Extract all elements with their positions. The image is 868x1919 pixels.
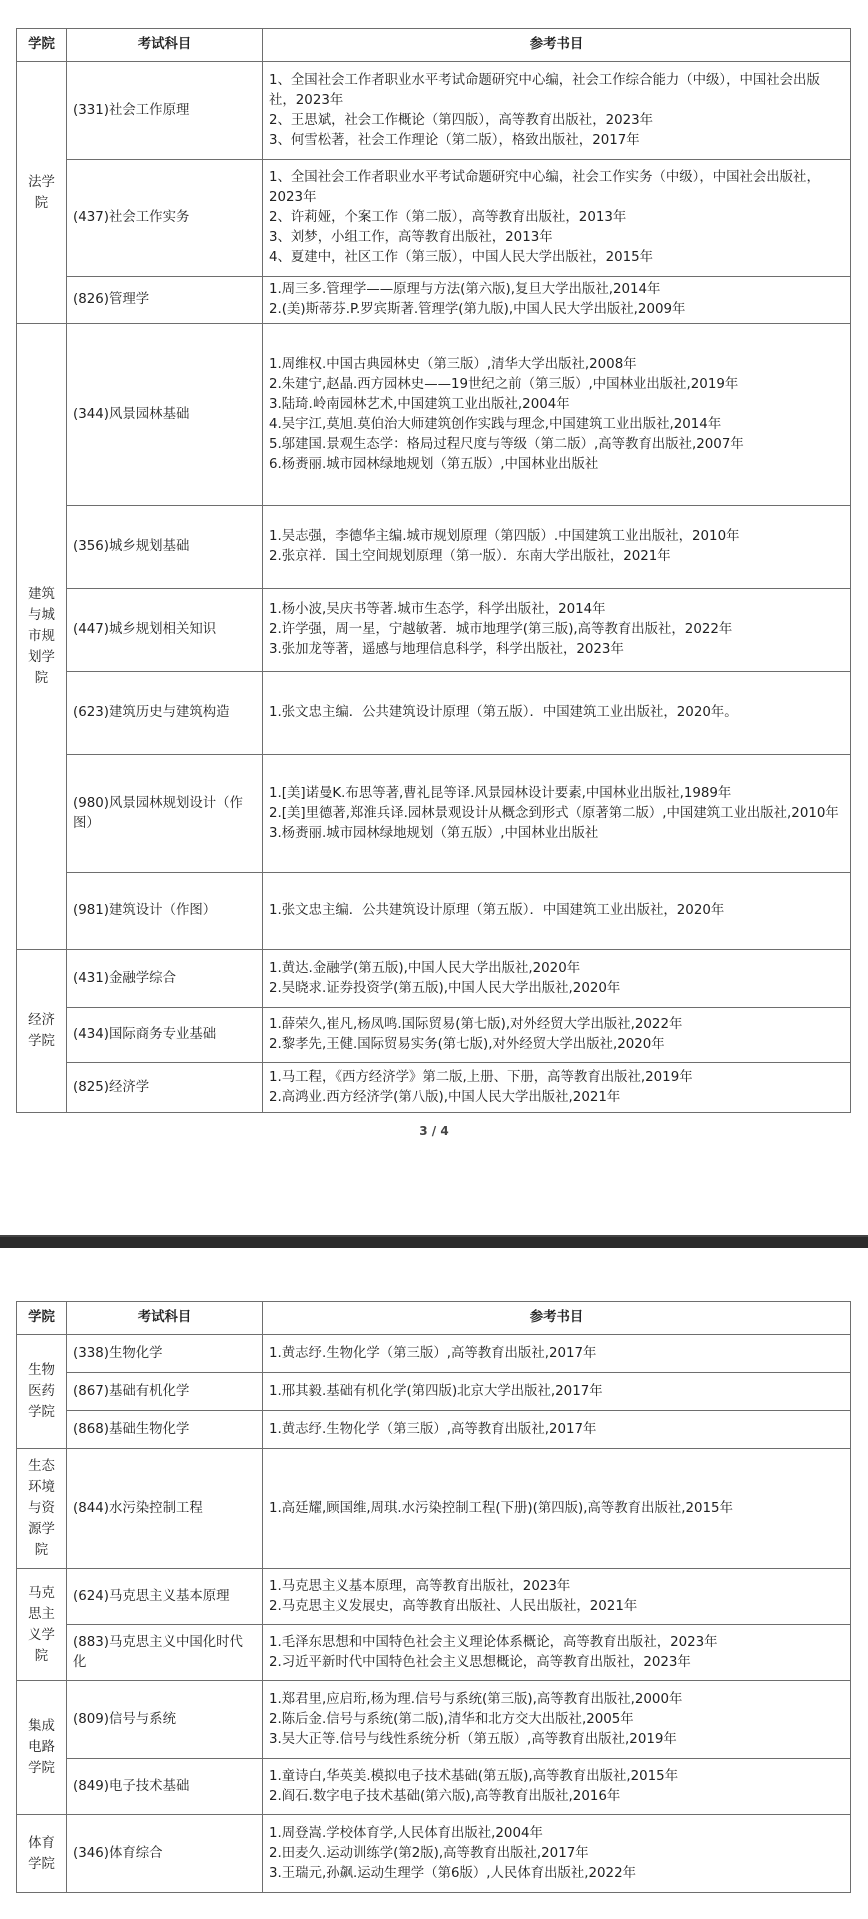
college-name: 集成电路学院 [28,1719,55,1776]
college-cell [17,950,67,1113]
book-entry: 2.陈后金.信号与系统(第二版),清华和北方交大出版社,2005年 [269,1711,634,1727]
books-cell [263,1063,851,1113]
book-entry: 1.童诗白,华英美.模拟电子技术基础(第五版),高等教育出版社,2015年 [269,1768,679,1784]
book-entry: 1.黄达.金融学(第五版),中国人民大学出版社,2020年 [269,960,581,976]
table-row [17,1411,851,1449]
subject-cell: (447)城乡规划相关知识 [67,589,263,672]
books-cell [263,1759,851,1815]
college-cell [17,1815,67,1893]
table-row [17,873,851,950]
table-row [17,160,851,277]
subject-cell: (826)管理学 [67,277,263,324]
college-name: 法学院 [28,174,55,211]
subject-cell: (431)金融学综合 [67,950,263,1008]
college-cell [17,1569,67,1681]
book-entry: 2.吴晓求.证券投资学(第五版),中国人民大学出版社,2020年 [269,980,621,996]
books-cell [263,324,851,506]
book-entry: 2、王思斌，社会工作概论（第四版），高等教育出版社，2023年 [269,112,654,128]
table-row [17,1759,851,1815]
books-cell [263,1335,851,1373]
reference-table-page-4 [16,1301,851,1893]
book-entry: 2.(美)斯蒂芬.P.罗宾斯著.管理学(第九版),中国人民大学出版社,2009年 [269,302,686,317]
book-entry: 2.黎孝先,王健.国际贸易实务(第七版),对外经贸大学出版社,2020年 [269,1037,665,1052]
book-entry: 1.吴志强，李德华主编.城市规划原理（第四版）.中国建筑工业出版社，2010年 [269,529,740,544]
subject-cell: (867)基础有机化学 [67,1373,263,1411]
book-entry: 3、何雪松著，社会工作理论（第二版），格致出版社，2017年 [269,132,640,148]
book-entry: 1.周三多.管理学——原理与方法(第六版),复旦大学出版社,2014年 [269,282,661,297]
book-entry: 1.邢其毅.基础有机化学(第四版)北京大学出版社,2017年 [269,1383,603,1399]
book-entry: 1.黄志纾.生物化学（第三版）,高等教育出版社,2017年 [269,1345,597,1361]
books-cell [263,160,851,277]
books-cell [263,672,851,755]
books-cell [263,277,851,324]
book-entry: 6.杨赉丽.城市园林绿地规划（第五版）,中国林业出版社 [269,456,599,472]
header-books: 参考书目 [263,29,851,62]
table-row [17,950,851,1008]
book-entry: 1.杨小波,吴庆书等著.城市生态学，科学出版社，2014年 [269,602,606,617]
books-cell [263,1411,851,1449]
table-row [17,1625,851,1681]
table-row [17,506,851,589]
subject-cell: (825)经济学 [67,1063,263,1113]
college-name: 生物医药学院 [28,1363,55,1420]
book-entry: 2.许学强，周一星，宁越敏著．城市地理学(第三版),高等教育出版社，2022年 [269,622,733,637]
book-entry: 5.邬建国.景观生态学：格局过程尺度与等级（第二版）,高等教育出版社,2007年 [269,436,744,452]
header-subject: 考试科目 [67,29,263,62]
book-entry: 1.高廷耀,顾国维,周琪.水污染控制工程(下册)(第四版),高等教育出版社,2015年 [269,1500,733,1516]
books-cell [263,755,851,873]
book-entry: 3、刘梦，小组工作，高等教育出版社，2013年 [269,230,553,245]
books-cell [263,1569,851,1625]
subject-cell: (980)风景园林规划设计（作图） [67,755,263,873]
books-cell [263,950,851,1008]
subject-cell: (623)建筑历史与建筑构造 [67,672,263,755]
subject-cell: (868)基础生物化学 [67,1411,263,1449]
books-cell [263,62,851,160]
book-entry: 1.马工程，《西方经济学》第二版,上册、下册，高等教育出版社,2019年 [269,1069,693,1085]
book-entry: 2.习近平新时代中国特色社会主义思想概论，高等教育出版社，2023年 [269,1654,691,1670]
table-row [17,1373,851,1411]
book-entry: 4.吴宇江,莫旭.莫伯治大师建筑创作实践与理念,中国建筑工业出版社,2014年 [269,416,722,432]
page-number: 3 / 4 [419,1124,449,1138]
subject-cell: (809)信号与系统 [67,1681,263,1759]
college-cell [17,324,67,950]
subject-cell: (437)社会工作实务 [67,160,263,277]
header-subject: 考试科目 [67,1302,263,1335]
table-header-row [17,29,851,62]
book-entry: 2.朱建宁,赵晶.西方园林史——19世纪之前（第三版）,中国林业出版社,2019年 [269,376,739,392]
table-row [17,1335,851,1373]
table-row [17,1449,851,1569]
subject-cell: (434)国际商务专业基础 [67,1008,263,1063]
book-entry: 3.张加龙等著，遥感与地理信息科学，科学出版社，2023年 [269,642,624,657]
books-cell [263,506,851,589]
subject-cell: (981)建筑设计（作图） [67,873,263,950]
table-row [17,672,851,755]
books-cell [263,1681,851,1759]
college-name: 生态环境与资源学院 [28,1459,55,1558]
reference-table-page-3 [16,28,851,1113]
book-entry: 2.张京祥．国土空间规划原理（第一版）．东南大学出版社，2021年 [269,549,671,564]
table-row [17,1008,851,1063]
subject-cell: (624)马克思主义基本原理 [67,1569,263,1625]
subject-cell: (344)风景园林基础 [67,324,263,506]
subject-cell: (356)城乡规划基础 [67,506,263,589]
book-entry: 2.[美]里德著,郑淮兵译.园林景观设计从概念到形式（原著第二版）,中国建筑工业出版社,2010年 [269,805,839,821]
book-entry: 1.张文忠主编．公共建筑设计原理（第五版）．中国建筑工业出版社，2020年。 [269,705,738,720]
table-row [17,1063,851,1113]
book-entry: 1.周登嵩.学校体育学,人民体育出版社,2004年 [269,1825,543,1841]
book-entry: 2.高鸿业.西方经济学(第八版),中国人民大学出版社,2021年 [269,1089,621,1105]
header-books: 参考书目 [263,1302,851,1335]
book-entry: 1、全国社会工作者职业水平考试命题研究中心编，社会工作实务（中级），中国社会出版社，2023年 [269,170,820,205]
page-separator [0,1235,868,1248]
book-entry: 1.周维权.中国古典园林史（第三版）,清华大学出版社,2008年 [269,356,637,372]
book-entry: 2、许莉娅，个案工作（第二版），高等教育出版社，2013年 [269,210,627,225]
book-entry: 3.杨赉丽.城市园林绿地规划（第五版）,中国林业出版社 [269,825,599,841]
table-row [17,62,851,160]
books-cell [263,589,851,672]
book-entry: 1.[美]诺曼K.布思等著,曹礼昆等译.风景园林设计要素,中国林业出版社,1989年 [269,785,732,801]
subject-cell: (338)生物化学 [67,1335,263,1373]
book-entry: 2.田麦久.运动训练学(第2版),高等教育出版社,2017年 [269,1845,589,1861]
books-cell [263,1449,851,1569]
book-entry: 1.毛泽东思想和中国特色社会主义理论体系概论，高等教育出版社，2023年 [269,1634,718,1650]
book-entry: 1.薛荣久,崔凡,杨凤鸣.国际贸易(第七版),对外经贸大学出版社,2022年 [269,1017,683,1032]
book-entry: 3.王瑞元,孙飙.运动生理学（第6版）,人民体育出版社,2022年 [269,1865,636,1881]
book-entry: 1.黄志纾.生物化学（第三版）,高等教育出版社,2017年 [269,1421,597,1437]
table-row [17,1815,851,1893]
college-cell [17,62,67,324]
subject-cell: (883)马克思主义中国化时代化 [67,1625,263,1681]
college-cell [17,1681,67,1815]
book-entry: 1、全国社会工作者职业水平考试命题研究中心编，社会工作综合能力（中级），中国社会出版社，2023年 [269,72,820,108]
book-entry: 3.陆琦.岭南园林艺术,中国建筑工业出版社,2004年 [269,396,570,412]
table-row [17,755,851,873]
books-cell [263,1815,851,1893]
subject-cell: (331)社会工作原理 [67,62,263,160]
table-row [17,1569,851,1625]
table-row [17,277,851,324]
college-name: 建筑与城市规划学院 [28,587,55,686]
college-name: 经济学院 [28,1013,55,1049]
book-entry: 4、夏建中，社区工作（第三版），中国人民大学出版社，2015年 [269,250,654,265]
college-cell [17,1449,67,1569]
book-entry: 1.张文忠主编．公共建筑设计原理（第五版）．中国建筑工业出版社，2020年 [269,903,725,918]
subject-cell: (849)电子技术基础 [67,1759,263,1815]
header-college: 学院 [17,29,67,62]
table-row [17,589,851,672]
book-entry: 3.吴大正等.信号与线性系统分析（第五版）,高等教育出版社,2019年 [269,1731,677,1747]
table-row [17,324,851,506]
books-cell [263,1625,851,1681]
book-entry: 1.马克思主义基本原理，高等教育出版社，2023年 [269,1578,571,1594]
subject-cell: (346)体育综合 [67,1815,263,1893]
college-cell [17,1335,67,1449]
document-page-4 [0,1248,868,1919]
table-row [17,1681,851,1759]
subject-cell: (844)水污染控制工程 [67,1449,263,1569]
college-name: 体育学院 [28,1835,55,1872]
books-cell [263,1008,851,1063]
books-cell [263,873,851,950]
book-entry: 2.阎石.数字电子技术基础(第六版),高等教育出版社,2016年 [269,1788,621,1804]
college-name: 马克思主义学院 [28,1585,55,1664]
header-college: 学院 [17,1302,67,1335]
table-header-row [17,1302,851,1335]
books-cell [263,1373,851,1411]
book-entry: 1.郑君里,应启珩,杨为理.信号与系统(第三版),高等教育出版社,2000年 [269,1691,683,1707]
book-entry: 2.马克思主义发展史，高等教育出版社、人民出版社，2021年 [269,1598,638,1614]
